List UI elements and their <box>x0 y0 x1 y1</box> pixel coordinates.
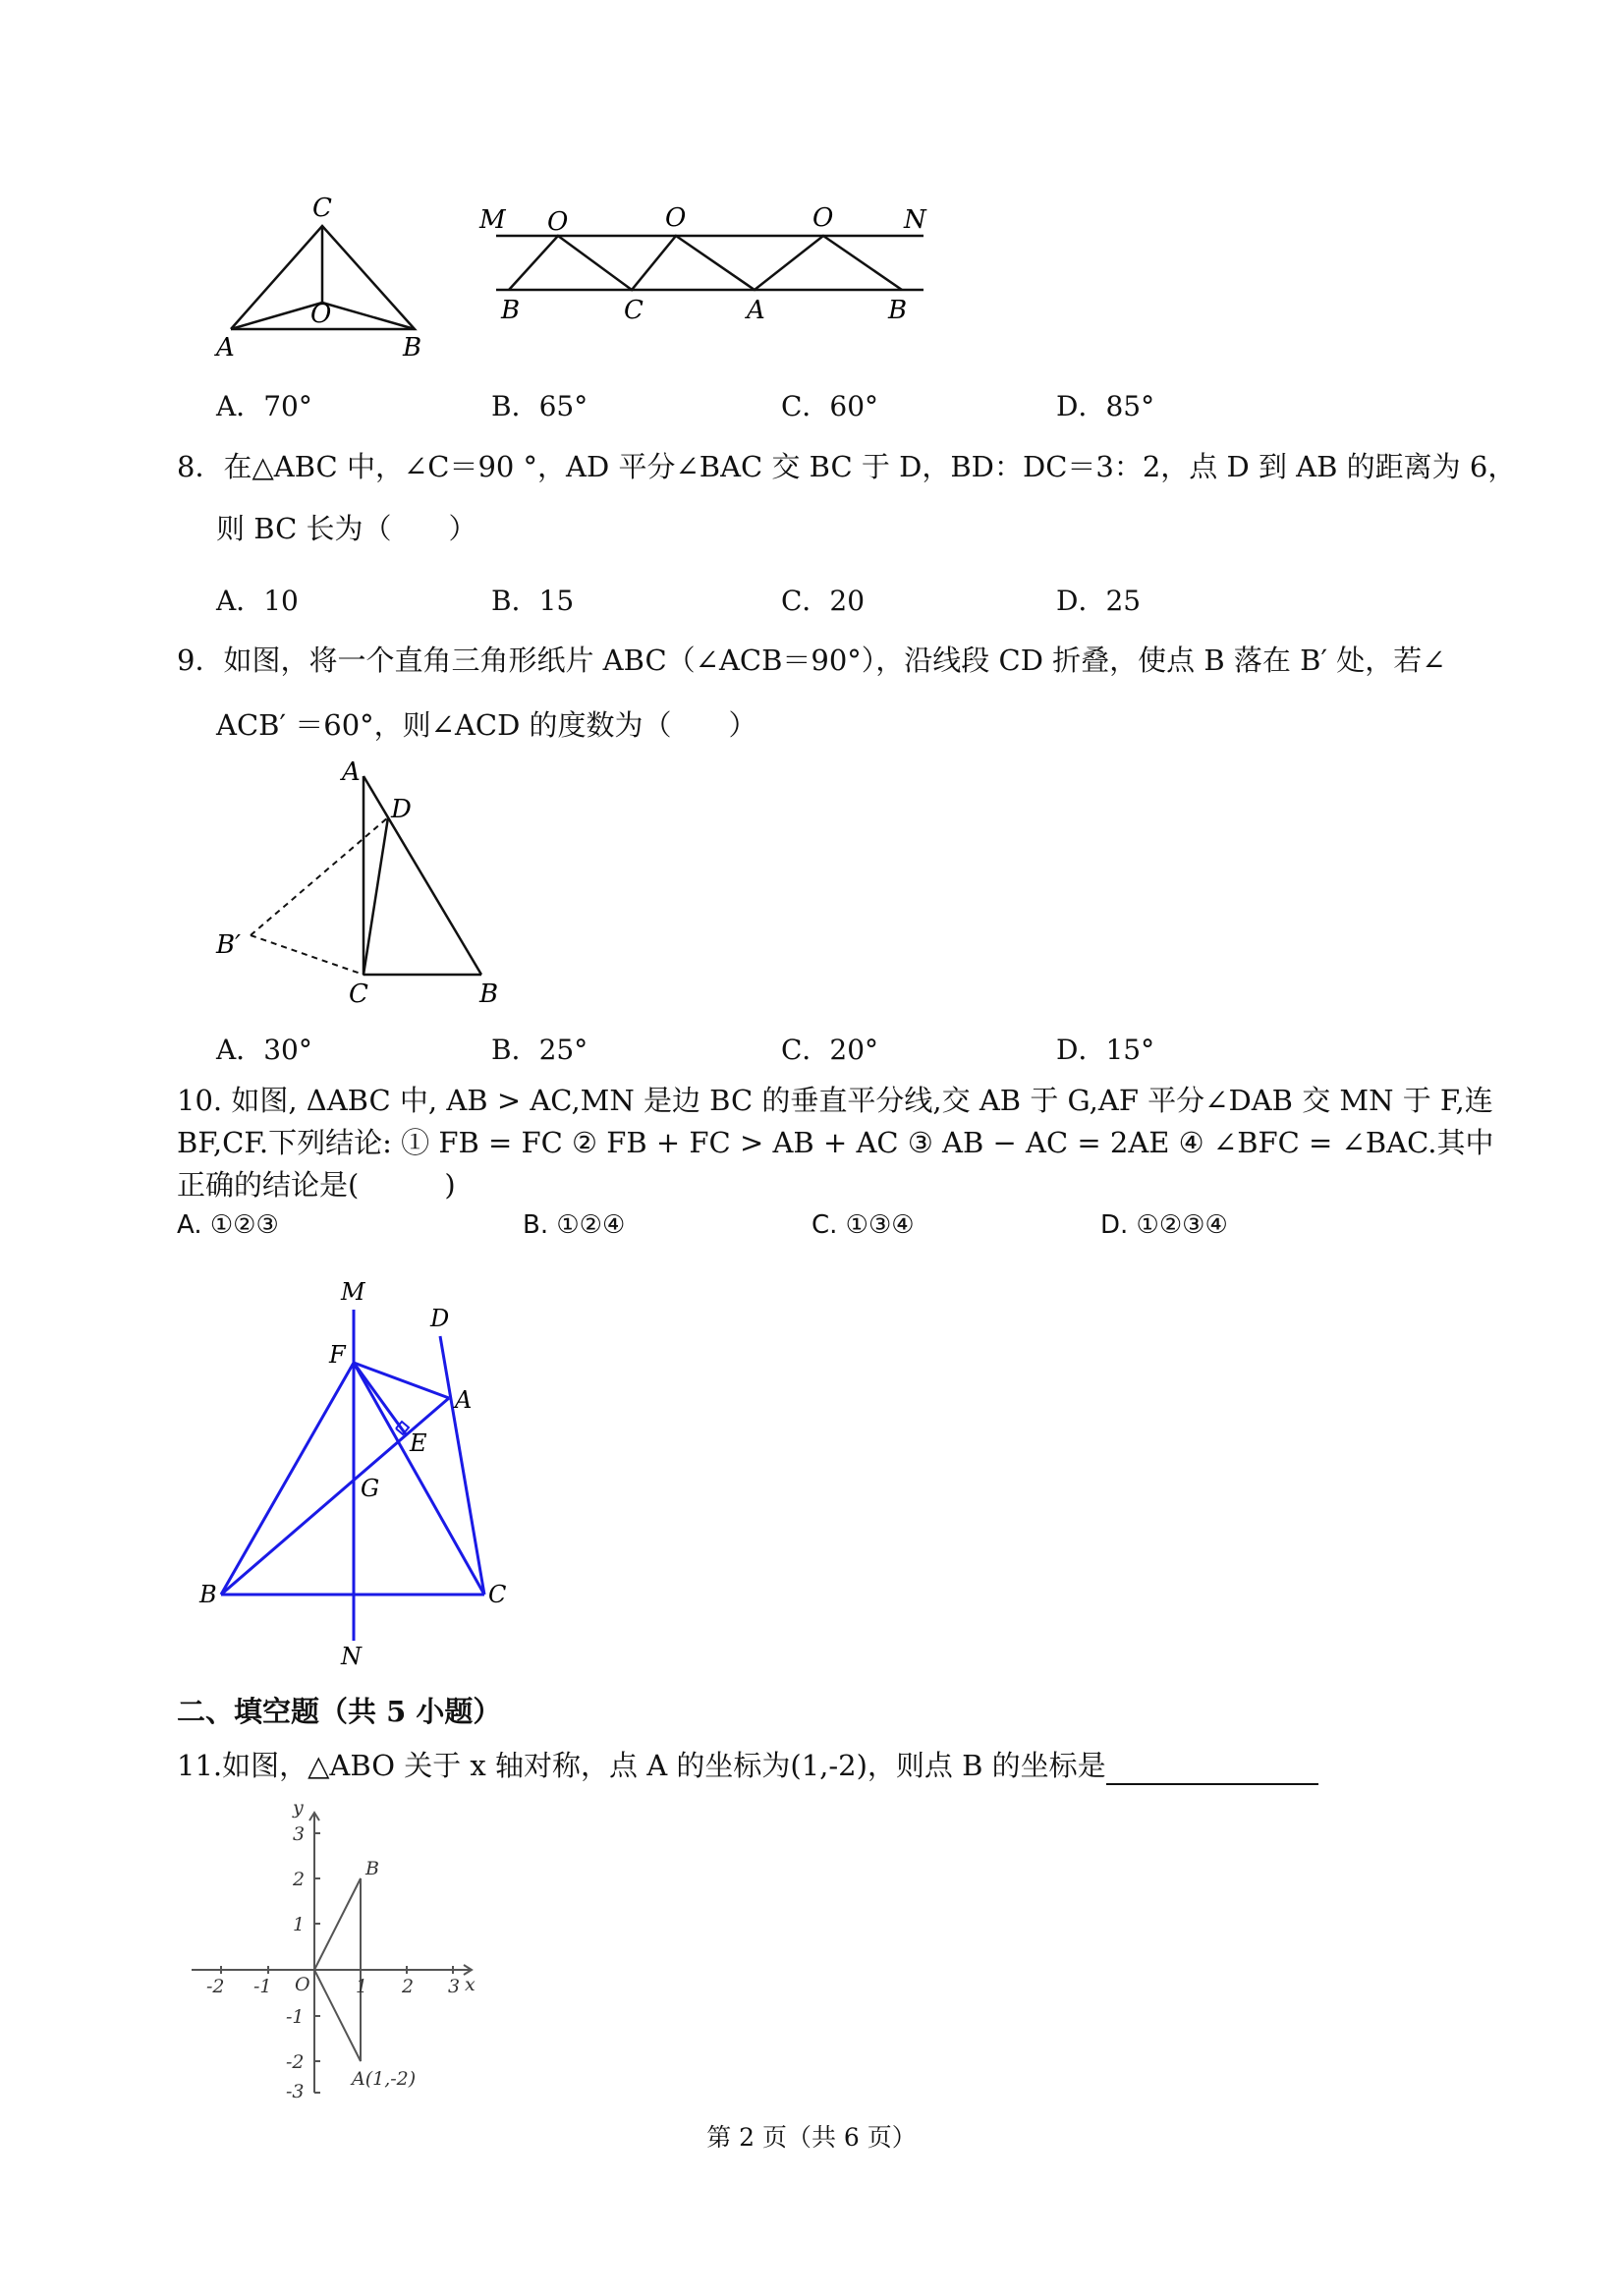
q10-segment-ba <box>221 1398 449 1595</box>
q10-segment-bf <box>221 1363 354 1595</box>
q7-fig1-segment-bo <box>322 303 415 329</box>
q9-label-b-prime: B′ <box>216 930 242 960</box>
q7-fig2-label-o1: O <box>547 207 569 237</box>
q7-option-c: C．60° <box>781 390 879 422</box>
q11-y-tick-label-1: 1 <box>293 1914 306 1935</box>
q10-stem-line2: BF,CF.下列结论: ① FB = FC ② FB + FC > AB + AC ③ AB − AC = 2AE ④ ∠BFC = ∠BAC.其中 <box>177 1126 1494 1159</box>
q7-fig1-label-a: A <box>216 333 235 363</box>
q8-option-c: C．20 <box>781 585 866 617</box>
q11-coordinate-figure <box>187 1798 491 2102</box>
q9-segment-ab <box>364 776 481 975</box>
q9-dashed-b-prime-d <box>251 817 388 935</box>
q7-figure-zigzag <box>472 196 943 334</box>
q7-fig2-label-a: A <box>747 296 765 325</box>
q11-x-tick-label-2: 2 <box>402 1976 415 1997</box>
q11-y-tick-label-2: 2 <box>293 1869 306 1890</box>
q10-label-d: D <box>430 1305 450 1332</box>
q10-label-m: M <box>341 1278 365 1306</box>
q11-y-tick-label--3: -3 <box>286 2081 305 2102</box>
q11-stem <box>177 1746 1318 1785</box>
q10-option-c: C. ①③④ <box>812 1210 915 1240</box>
q7-fig2-label-n: N <box>904 205 926 235</box>
q10-option-d: D. ①②③④ <box>1100 1210 1228 1240</box>
q11-x-tick-label--2: -2 <box>206 1976 225 1997</box>
q11-x-tick-label-3: 3 <box>448 1976 461 1997</box>
q11-y-tick-label--1: -1 <box>286 2006 305 2028</box>
q10-stem-line3: 正确的结论是( ) <box>177 1168 456 1202</box>
q7-fig2-label-b1: B <box>501 296 521 325</box>
q10-label-c: C <box>488 1581 507 1608</box>
q7-fig2-label-m: M <box>479 205 506 235</box>
q11-x-tick-label--1: -1 <box>253 1976 272 1997</box>
page-footer: 第 2 页（共 6 页） <box>706 2123 917 2152</box>
q9-label-d: D <box>391 795 412 824</box>
q9-label-c: C <box>349 980 368 1009</box>
q10-stem-line1: 10. 如图, ΔABC 中, AB > AC,MN 是边 BC 的垂直平分线,交 AB 于 G,AF 平分∠DAB 交 MN 于 F,连 <box>177 1084 1493 1117</box>
q7-figure-triangle <box>206 196 432 364</box>
q7-fig2-label-o2: O <box>665 203 687 233</box>
q7-fig1-label-o: O <box>310 300 332 329</box>
q7-fig1-label-c: C <box>312 196 332 223</box>
q9-option-b: B．25° <box>491 1034 588 1066</box>
q9-label-b: B <box>479 980 499 1009</box>
q8-stem-line1: 8．在△ABC 中，∠C＝90 °，AD 平分∠BAC 交 BC 于 D，BD：DC＝3：2，点 D 到 AB 的距离为 6， <box>177 450 1517 483</box>
q11-point-b-label: B <box>365 1858 379 1879</box>
q9-option-c: C．20° <box>781 1034 879 1066</box>
q11-x-tick-label-1: 1 <box>356 1976 368 1997</box>
q8-option-b: B．15 <box>491 585 575 617</box>
section-title: 二、填空题（共 5 小题） <box>177 1695 502 1728</box>
q11-y-tick-label--2: -2 <box>286 2051 305 2073</box>
q9-figure-fold <box>206 756 521 1012</box>
q9-option-d: D．15° <box>1056 1034 1155 1066</box>
q7-fig2-label-b2: B <box>888 296 908 325</box>
q10-label-b: B <box>199 1581 217 1608</box>
q9-label-a: A <box>342 757 361 787</box>
q9-segment-cd <box>364 817 388 975</box>
q7-option-b: B．65° <box>491 390 588 422</box>
q10-label-n: N <box>341 1643 362 1665</box>
q7-fig1-segment-ao <box>231 303 322 329</box>
q10-label-f: F <box>329 1341 346 1369</box>
q7-option-d: D．85° <box>1056 390 1155 422</box>
q8-option-d: D．25 <box>1056 585 1142 617</box>
q10-option-b: B. ①②④ <box>523 1210 626 1240</box>
q9-stem-line2: ACB′ ＝60°，则∠ACD 的度数为（ ） <box>216 708 757 742</box>
q7-fig2-label-o3: O <box>812 203 834 233</box>
q8-stem-line2: 则 BC 长为（ ） <box>216 512 477 545</box>
q11-stem-text: 11.如图，△ABO 关于 x 轴对称，点 A 的坐标为(1,-2)，则点 B 的坐标是 <box>177 1749 1106 1782</box>
q11-x-axis-label: x <box>465 1974 476 1995</box>
q10-figure <box>192 1272 526 1665</box>
q11-y-tick-label-3: 3 <box>293 1823 306 1845</box>
q10-option-a: A. ①②③ <box>177 1210 279 1240</box>
q11-answer-blank[interactable] <box>1106 1754 1318 1785</box>
q11-origin-label: O <box>295 1974 310 1995</box>
q10-label-a: A <box>455 1386 473 1414</box>
q9-option-a: A．30° <box>216 1034 312 1066</box>
q9-dashed-b-prime-c <box>251 935 364 975</box>
q7-fig2-label-c: C <box>624 296 644 325</box>
q7-fig2-zigzag <box>509 236 902 290</box>
q8-option-a: A．10 <box>216 585 299 617</box>
q7-option-a: A．70° <box>216 390 312 422</box>
q10-label-e: E <box>410 1429 427 1457</box>
q9-stem-line1: 9．如图，将一个直角三角形纸片 ABC（∠ACB＝90°），沿线段 CD 折叠，使点 B 落在 B′ 处，若∠ <box>177 644 1446 677</box>
q10-label-g: G <box>361 1475 380 1502</box>
q11-y-axis-label: y <box>293 1798 304 1819</box>
q11-point-a-label: A(1,-2) <box>352 2068 417 2090</box>
q7-fig1-label-b: B <box>403 333 422 363</box>
